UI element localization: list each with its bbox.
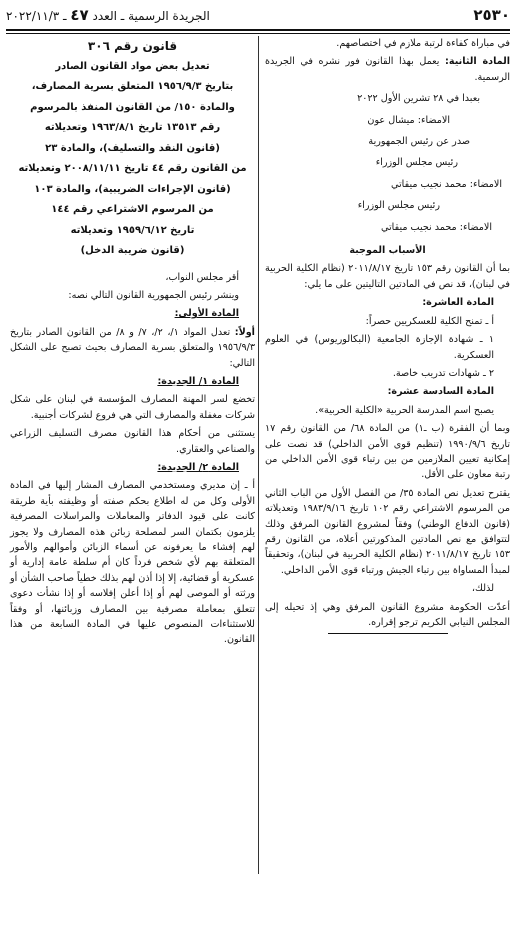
header-rule <box>6 29 510 34</box>
adopted: أقر مجلس النواب، <box>165 271 239 283</box>
article-1-text: أولاً: تعدل المواد ١/، ٢/، ٧/ و ٨/ من القانون الصادر بتاريخ ١٩٥٦/٩/٣ والمتعلق بسرية المصارف بحيث تصبح على الشكل التالي: <box>10 326 255 369</box>
law-title-line: تعديل بعض مواد القانون الصادر <box>55 60 210 72</box>
issue-date: ـ ٢٠٢٢/١١/٣ <box>6 9 67 23</box>
reasons-title: الأسباب الموجبة <box>349 245 426 257</box>
article-10-label: المادة العاشرة: <box>422 297 494 309</box>
date-line: بعبدا في ٢٨ تشرين الأول ٢٠٢٢ <box>357 93 480 105</box>
article-2-new-text: أ ـ إن مديري ومستخدمي المصارف المشار إليها في المادة الأولى وكل من له اطلاع بحكم صفته أو وظيفته بأية طريقة كانت على قيود الدفاتر والمعاملات والمراسلات المصرفية يلزمون بكتمان السر لمصلحة زبائن هذه المصارف ولا يجوز لهم إفشاء ما يعرفونه عن أسماء الزبائن وأموالهم والأمور المتعلقة بهم لأي شخص فرداً كان أم سلطة عامة إدارية أو عسكرية أو قضائية، إلا إذا أذن لهم بذلك خطياً صاحب الشأن أو ورثته أو الموصى لهم أو إذا أعلن إفلاسه أو إذا نشأت دعوى تتعلق بمعاملة مصرفية بين المصارف وزبائنها، أو وفقاً للاستثناءات المنصوص عليها في المادة السابعة من هذا القانون. <box>10 480 255 646</box>
left-column <box>10 36 255 651</box>
pm-title-2: رئيس مجلس الوزراء <box>357 200 440 212</box>
article-1-label: المادة الأولى: <box>174 308 239 320</box>
law-number: قانون رقم ٣٠٦ <box>87 39 178 53</box>
therefore: لذلك، <box>471 583 494 595</box>
article-10-item-1: ١ ـ شهادة الإجازة الجامعية (البكالوريوس) في العلوم العسكرية. <box>265 334 494 361</box>
reasons-p4: أعدّت الحكومة مشروع القانون المرفق وهي إذ تحيله إلى المجلس النيابي الكريم ترجو إقراره. <box>265 601 510 628</box>
law-title-line: (قانون ضريبة الدخل) <box>80 245 185 256</box>
article-2: المادة الثانية: يعمل بهذا القانون فور نشره في الجريدة الرسمية. <box>265 56 510 83</box>
law-title-line: بتاريخ ١٩٥٦/٩/٣ المتعلق بسرية المصارف، <box>31 81 234 92</box>
reasons-p1: بما أن القانون رقم ١٥٣ تاريخ ٢٠١١/٨/١٧ (نظام الكلية الحربية في لبنان)، قد نص في المادتين التاليتين على ما يلي: <box>265 263 510 290</box>
signature-president: الامضاء: ميشال عون <box>367 114 450 126</box>
issued-by: صدر عن رئيس الجمهورية <box>368 136 470 148</box>
law-title-line: والمادة ١٥٠/ من القانون المنفذ بالمرسوم <box>30 101 235 113</box>
article-16-label: المادة السادسة عشرة: <box>387 386 494 398</box>
article-2-new-label: المادة ٢/ الجديدة: <box>157 461 239 473</box>
page-number: ٢٥٣٠ <box>473 6 510 24</box>
law-title-line: تاريخ ١٩٥٩/٦/١٢ وتعديلاته <box>70 224 195 236</box>
law-title-line: (قانون النقد والتسليف)، والمادة ٢٣ <box>45 142 220 154</box>
law-title-block <box>10 36 255 262</box>
law-title-line: من القانون رقم ٤٤ تاريخ ٢٠٠٨/١١/١١ وتعديلاته <box>18 163 247 174</box>
end-rule <box>328 633 448 634</box>
pm-title: رئيس مجلس الوزراء <box>375 157 458 169</box>
page-header <box>6 4 510 26</box>
reasons-p2: وبما أن الفقرة (ب ـ١) من المادة ٦٨/ من القانون رقم ١٧ تاريخ ١٩٩٠/٩/٦ (تنظيم قوى الأمن الداخلي) قد نصت على إمكانية تعيين الملازمين من بين رتباء قوى الأمن الداخلي من رتبة معاون على الأقل. <box>265 423 511 481</box>
article-1-new-text-2: يستثنى من أحكام هذا القانون مصرف التسليف الزراعي والصناعي والعقاري. <box>10 428 255 455</box>
law-title-line: من المرسوم الاشتراعي رقم ١٤٤ <box>51 204 214 215</box>
column-divider <box>258 36 259 874</box>
law-title-line: رقم ١٣٥١٣ تاريخ ١٩٦٣/٨/١ وتعديلاته <box>44 122 221 133</box>
signature-pm: الامضاء: محمد نجيب ميقاتي <box>391 178 502 190</box>
article-1-new-text: تخضع لسر المهنة المصارف المؤسسة في لبنان على شكل شركات مغفلة والمصارف التي هي فروع لشركات أجنبية. <box>10 394 255 421</box>
continued-text: في مباراة كفاءة لرتبة ملازم في اختصاصهم. <box>336 38 510 49</box>
law-title-line: (قانون الإجراءات الضريبية)، والمادة ١٠٣ <box>34 183 231 195</box>
issue-number: ٤٧ <box>70 6 89 24</box>
gazette-title: الجريدة الرسمية ـ العدد ٤٧ ـ ٢٠٢٢/١١/٣ <box>6 6 210 24</box>
article-1-new-label: المادة ١/ الجديدة: <box>157 375 239 387</box>
signature-pm-2: الامضاء: محمد نجيب ميقاتي <box>381 221 492 233</box>
reasons-p3: يقترح تعديل نص المادة ٣٥/ من الفصل الأول من الباب الثاني من المرسوم الاشتراعي رقم ١٠٢ تاريخ ١٩٨٣/٩/١٦ وتعديلاته (قانون الدفاع الوطني) وفقاً لمشروع القانون المرفق وذلك لتتوافق مع نص المادتين المذكورتين أعلاه، من القانون رقم ١٥٣ تاريخ ٢٠١١/٨/١٧ (نظام الكلية الحربية في لبنان)، وتحقيقاً لمبدأ المساواة بين رتباء الجيش ورتباء قوى الأمن الداخلي. <box>265 487 510 576</box>
promulgates: وينشر رئيس الجمهورية القانون التالي نصه: <box>68 289 239 301</box>
article-10-item-2: ٢ ـ شهادات تدريب خاصة. <box>392 367 494 379</box>
article-10-a: أ ـ تمنح الكلية للعسكريين حصراً: <box>365 315 494 327</box>
right-column <box>265 36 510 634</box>
article-16-text: يصبح اسم المدرسة الحربية «الكلية الحربية». <box>315 404 494 416</box>
